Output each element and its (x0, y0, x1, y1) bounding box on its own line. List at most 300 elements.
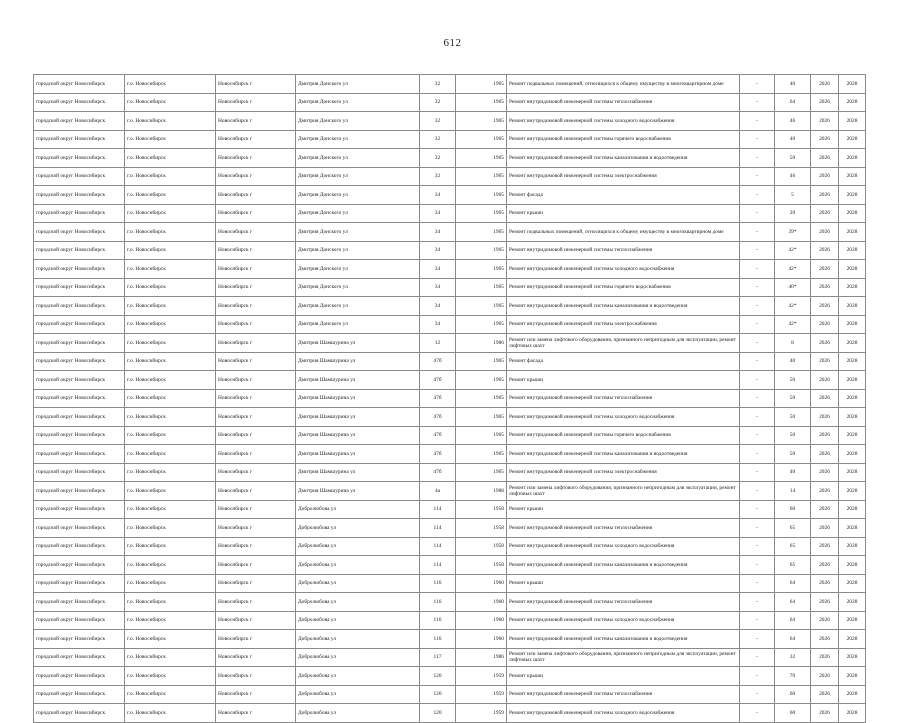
start-year-cell: 2026 (811, 223, 839, 242)
end-year-cell: 2028 (839, 93, 866, 112)
house-number-cell: 32 (420, 167, 456, 186)
table-row (34, 593, 866, 612)
house-number-cell: 47б (420, 445, 456, 464)
dash-cell: - (740, 204, 775, 223)
wear-percent-cell: 70 (775, 667, 811, 686)
wear-percent-cell: 65 (775, 519, 811, 538)
street-cell: Дмитрия Шамшурина ул (296, 482, 420, 501)
start-year-cell: 2026 (811, 241, 839, 260)
municipality-cell: городской округ Новосибирск (34, 426, 125, 445)
district-cell: г.о. Новосибирск (125, 426, 216, 445)
start-year-cell: 2026 (811, 519, 839, 538)
end-year-cell: 2028 (839, 112, 866, 131)
dash-cell: - (740, 537, 775, 556)
district-cell: г.о. Новосибирск (125, 537, 216, 556)
start-year-cell: 2026 (811, 389, 839, 408)
end-year-cell: 2028 (839, 574, 866, 593)
start-year-cell: 2026 (811, 408, 839, 427)
build-year-cell: 1958 (456, 519, 507, 538)
wear-percent-cell: 50 (775, 426, 811, 445)
street-cell: Дмитрия Донского ул (296, 315, 420, 334)
street-cell: Добролюбова ул (296, 519, 420, 538)
build-year-cell: 1965 (456, 371, 507, 390)
end-year-cell: 2028 (839, 204, 866, 223)
table-row (34, 278, 866, 297)
dash-cell: - (740, 611, 775, 630)
work-type-cell: Ремонт крыши (507, 574, 740, 593)
start-year-cell: 2026 (811, 297, 839, 316)
dash-cell: - (740, 223, 775, 242)
district-cell: г.о. Новосибирск (125, 149, 216, 168)
city-cell: Новосибирск г (216, 149, 296, 168)
street-cell: Дмитрия Донского ул (296, 260, 420, 279)
district-cell: г.о. Новосибирск (125, 556, 216, 575)
house-number-cell: 114 (420, 537, 456, 556)
municipality-cell: городской округ Новосибирск (34, 463, 125, 482)
start-year-cell: 2026 (811, 260, 839, 279)
wear-percent-cell: 60 (775, 500, 811, 519)
end-year-cell: 2028 (839, 223, 866, 242)
district-cell: г.о. Новосибирск (125, 186, 216, 205)
municipality-cell: городской округ Новосибирск (34, 112, 125, 131)
table-row (34, 408, 866, 427)
street-cell: Добролюбова ул (296, 648, 420, 667)
house-number-cell: 47б (420, 371, 456, 390)
wear-percent-cell: 42* (775, 260, 811, 279)
municipality-cell: городской округ Новосибирск (34, 204, 125, 223)
city-cell: Новосибирск г (216, 167, 296, 186)
municipality-cell: городской округ Новосибирск (34, 704, 125, 723)
street-cell: Дмитрия Донского ул (296, 112, 420, 131)
city-cell: Новосибирск г (216, 500, 296, 519)
wear-percent-cell: 5 (775, 186, 811, 205)
start-year-cell: 2026 (811, 278, 839, 297)
build-year-cell: 1965 (456, 445, 507, 464)
table-row (34, 630, 866, 649)
start-year-cell: 2026 (811, 685, 839, 704)
street-cell: Дмитрия Шамшурина ул (296, 445, 420, 464)
start-year-cell: 2026 (811, 186, 839, 205)
municipality-cell: городской округ Новосибирск (34, 593, 125, 612)
wear-percent-cell: 32 (775, 648, 811, 667)
dash-cell: - (740, 667, 775, 686)
build-year-cell: 1965 (456, 149, 507, 168)
build-year-cell: 1965 (456, 426, 507, 445)
build-year-cell: 1988 (456, 482, 507, 501)
work-type-cell: Ремонт внутридомовой инженерной системы горячего водоснабжения (507, 130, 740, 149)
house-number-cell: 116 (420, 574, 456, 593)
street-cell: Добролюбова ул (296, 537, 420, 556)
wear-percent-cell: 40* (775, 278, 811, 297)
dash-cell: - (740, 685, 775, 704)
municipality-cell: городской округ Новосибирск (34, 297, 125, 316)
start-year-cell: 2026 (811, 537, 839, 556)
wear-percent-cell: 42* (775, 241, 811, 260)
build-year-cell: 1965 (456, 75, 507, 94)
municipality-cell: городской округ Новосибирск (34, 278, 125, 297)
build-year-cell: 1986 (456, 334, 507, 353)
house-number-cell: 34 (420, 241, 456, 260)
table-row (34, 334, 866, 353)
house-number-cell: 12 (420, 334, 456, 353)
start-year-cell: 2026 (811, 482, 839, 501)
end-year-cell: 2028 (839, 667, 866, 686)
wear-percent-cell: 64 (775, 593, 811, 612)
build-year-cell: 1965 (456, 315, 507, 334)
city-cell: Новосибирск г (216, 648, 296, 667)
city-cell: Новосибирск г (216, 482, 296, 501)
wear-percent-cell: 60 (775, 704, 811, 723)
house-number-cell: 120 (420, 667, 456, 686)
dash-cell: - (740, 334, 775, 353)
end-year-cell: 2028 (839, 130, 866, 149)
work-type-cell: Ремонт внутридомовой инженерной системы теплоснабжения (507, 519, 740, 538)
house-number-cell: 32 (420, 93, 456, 112)
city-cell: Новосибирск г (216, 186, 296, 205)
end-year-cell: 2028 (839, 186, 866, 205)
wear-percent-cell: 65 (775, 537, 811, 556)
work-type-cell: Ремонт внутридомовой инженерной системы электроснабжения (507, 315, 740, 334)
end-year-cell: 2028 (839, 704, 866, 723)
municipality-cell: городской округ Новосибирск (34, 149, 125, 168)
house-number-cell: 120 (420, 704, 456, 723)
end-year-cell: 2028 (839, 445, 866, 464)
house-number-cell: 47б (420, 408, 456, 427)
dash-cell: - (740, 500, 775, 519)
work-type-cell: Ремонт внутридомовой инженерной системы электроснабжения (507, 167, 740, 186)
city-cell: Новосибирск г (216, 75, 296, 94)
wear-percent-cell: 50 (775, 371, 811, 390)
dash-cell: - (740, 186, 775, 205)
district-cell: г.о. Новосибирск (125, 278, 216, 297)
municipality-cell: городской округ Новосибирск (34, 130, 125, 149)
street-cell: Дмитрия Шамшурина ул (296, 371, 420, 390)
district-cell: г.о. Новосибирск (125, 371, 216, 390)
table-row (34, 389, 866, 408)
start-year-cell: 2026 (811, 315, 839, 334)
house-number-cell: 34 (420, 297, 456, 316)
work-type-cell: Ремонт внутридомовой инженерной системы канализования и водоотведения (507, 630, 740, 649)
dash-cell: - (740, 149, 775, 168)
city-cell: Новосибирск г (216, 445, 296, 464)
end-year-cell: 2028 (839, 334, 866, 353)
dash-cell: - (740, 408, 775, 427)
house-number-cell: 34 (420, 186, 456, 205)
work-type-cell: Ремонт крыши (507, 204, 740, 223)
work-type-cell: Ремонт внутридомовой инженерной системы теплоснабжения (507, 593, 740, 612)
build-year-cell: 1958 (456, 537, 507, 556)
house-number-cell: 32 (420, 149, 456, 168)
city-cell: Новосибирск г (216, 667, 296, 686)
work-type-cell: Ремонт внутридомовой инженерной системы электроснабжения (507, 463, 740, 482)
district-cell: г.о. Новосибирск (125, 334, 216, 353)
municipality-cell: городской округ Новосибирск (34, 241, 125, 260)
repair-schedule-table (33, 74, 866, 723)
start-year-cell: 2026 (811, 463, 839, 482)
build-year-cell: 1965 (456, 297, 507, 316)
house-number-cell: 114 (420, 500, 456, 519)
build-year-cell: 1965 (456, 260, 507, 279)
wear-percent-cell: 42* (775, 297, 811, 316)
house-number-cell: 32 (420, 130, 456, 149)
wear-percent-cell: 46 (775, 112, 811, 131)
municipality-cell: городской округ Новосибирск (34, 389, 125, 408)
municipality-cell: городской округ Новосибирск (34, 482, 125, 501)
city-cell: Новосибирск г (216, 611, 296, 630)
build-year-cell: 1965 (456, 112, 507, 131)
district-cell: г.о. Новосибирск (125, 500, 216, 519)
build-year-cell: 1965 (456, 167, 507, 186)
dash-cell: - (740, 93, 775, 112)
wear-percent-cell: 40 (775, 75, 811, 94)
build-year-cell: 1965 (456, 204, 507, 223)
district-cell: г.о. Новосибирск (125, 93, 216, 112)
table-row (34, 426, 866, 445)
build-year-cell: 1965 (456, 352, 507, 371)
wear-percent-cell: 40 (775, 352, 811, 371)
build-year-cell: 1960 (456, 574, 507, 593)
municipality-cell: городской округ Новосибирск (34, 408, 125, 427)
start-year-cell: 2026 (811, 130, 839, 149)
wear-percent-cell: 42* (775, 315, 811, 334)
build-year-cell: 1959 (456, 667, 507, 686)
municipality-cell: городской округ Новосибирск (34, 260, 125, 279)
table-row (34, 519, 866, 538)
end-year-cell: 2028 (839, 167, 866, 186)
end-year-cell: 2028 (839, 556, 866, 575)
end-year-cell: 2028 (839, 482, 866, 501)
district-cell: г.о. Новосибирск (125, 112, 216, 131)
work-type-cell: Ремонт подвальных помещений, относящихся к общему имуществу в многоквартирном доме (507, 223, 740, 242)
district-cell: г.о. Новосибирск (125, 389, 216, 408)
district-cell: г.о. Новосибирск (125, 167, 216, 186)
build-year-cell: 1965 (456, 389, 507, 408)
build-year-cell: 1986 (456, 648, 507, 667)
end-year-cell: 2028 (839, 426, 866, 445)
municipality-cell: городской округ Новосибирск (34, 445, 125, 464)
wear-percent-cell: 40 (775, 130, 811, 149)
district-cell: г.о. Новосибирск (125, 75, 216, 94)
start-year-cell: 2026 (811, 204, 839, 223)
end-year-cell: 2028 (839, 241, 866, 260)
table-row (34, 352, 866, 371)
wear-percent-cell: 60 (775, 685, 811, 704)
district-cell: г.о. Новосибирск (125, 408, 216, 427)
municipality-cell: городской округ Новосибирск (34, 574, 125, 593)
district-cell: г.о. Новосибирск (125, 593, 216, 612)
start-year-cell: 2026 (811, 75, 839, 94)
municipality-cell: городской округ Новосибирск (34, 667, 125, 686)
street-cell: Добролюбова ул (296, 574, 420, 593)
street-cell: Дмитрия Донского ул (296, 223, 420, 242)
dash-cell: - (740, 389, 775, 408)
city-cell: Новосибирск г (216, 389, 296, 408)
build-year-cell: 1965 (456, 278, 507, 297)
end-year-cell: 2028 (839, 260, 866, 279)
city-cell: Новосибирск г (216, 334, 296, 353)
street-cell: Добролюбова ул (296, 704, 420, 723)
city-cell: Новосибирск г (216, 297, 296, 316)
street-cell: Дмитрия Шамшурина ул (296, 463, 420, 482)
city-cell: Новосибирск г (216, 260, 296, 279)
wear-percent-cell: 64 (775, 611, 811, 630)
build-year-cell: 1960 (456, 593, 507, 612)
street-cell: Добролюбова ул (296, 593, 420, 612)
house-number-cell: 47б (420, 352, 456, 371)
table-row (34, 537, 866, 556)
house-number-cell: 47б (420, 426, 456, 445)
municipality-cell: городской округ Новосибирск (34, 167, 125, 186)
house-number-cell: 116 (420, 630, 456, 649)
city-cell: Новосибирск г (216, 371, 296, 390)
work-type-cell: Ремонт или замена лифтового оборудования, признанного непригодным для эксплуатации, ремонт лифтовых шахт (507, 648, 740, 667)
dash-cell: - (740, 112, 775, 131)
district-cell: г.о. Новосибирск (125, 297, 216, 316)
dash-cell: - (740, 241, 775, 260)
house-number-cell: 32 (420, 112, 456, 131)
end-year-cell: 2028 (839, 149, 866, 168)
municipality-cell: городской округ Новосибирск (34, 371, 125, 390)
street-cell: Дмитрия Донского ул (296, 297, 420, 316)
table-row (34, 186, 866, 205)
city-cell: Новосибирск г (216, 278, 296, 297)
table-row (34, 648, 866, 667)
end-year-cell: 2028 (839, 537, 866, 556)
city-cell: Новосибирск г (216, 537, 296, 556)
start-year-cell: 2026 (811, 611, 839, 630)
build-year-cell: 1959 (456, 704, 507, 723)
district-cell: г.о. Новосибирск (125, 574, 216, 593)
street-cell: Дмитрия Донского ул (296, 75, 420, 94)
build-year-cell: 1965 (456, 408, 507, 427)
table-row (34, 204, 866, 223)
dash-cell: - (740, 482, 775, 501)
city-cell: Новосибирск г (216, 426, 296, 445)
wear-percent-cell: 64 (775, 574, 811, 593)
end-year-cell: 2028 (839, 371, 866, 390)
house-number-cell: 34 (420, 260, 456, 279)
municipality-cell: городской округ Новосибирск (34, 556, 125, 575)
build-year-cell: 1965 (456, 223, 507, 242)
work-type-cell: Ремонт или замена лифтового оборудования, признанного непригодным для эксплуатации, ремонт лифтовых шахт (507, 334, 740, 353)
house-number-cell: 114 (420, 556, 456, 575)
end-year-cell: 2028 (839, 500, 866, 519)
table-row (34, 463, 866, 482)
district-cell: г.о. Новосибирск (125, 315, 216, 334)
street-cell: Дмитрия Донского ул (296, 149, 420, 168)
table-row (34, 667, 866, 686)
street-cell: Дмитрия Донского ул (296, 278, 420, 297)
dash-cell: - (740, 593, 775, 612)
district-cell: г.о. Новосибирск (125, 204, 216, 223)
work-type-cell: Ремонт внутридомовой инженерной системы теплоснабжения (507, 241, 740, 260)
municipality-cell: городской округ Новосибирск (34, 648, 125, 667)
municipality-cell: городской округ Новосибирск (34, 186, 125, 205)
city-cell: Новосибирск г (216, 593, 296, 612)
house-number-cell: 117 (420, 648, 456, 667)
start-year-cell: 2026 (811, 445, 839, 464)
end-year-cell: 2028 (839, 297, 866, 316)
district-cell: г.о. Новосибирск (125, 482, 216, 501)
wear-percent-cell: 64 (775, 630, 811, 649)
house-number-cell: 34 (420, 204, 456, 223)
table-row (34, 556, 866, 575)
street-cell: Добролюбова ул (296, 556, 420, 575)
build-year-cell: 1960 (456, 630, 507, 649)
table-row (34, 574, 866, 593)
start-year-cell: 2026 (811, 352, 839, 371)
work-type-cell: Ремонт внутридомовой инженерной системы холодного водоснабжения (507, 537, 740, 556)
municipality-cell: городской округ Новосибирск (34, 611, 125, 630)
work-type-cell: Ремонт внутридомовой инженерной системы канализования и водоотведения (507, 149, 740, 168)
start-year-cell: 2026 (811, 371, 839, 390)
table-row (34, 75, 866, 94)
dash-cell: - (740, 574, 775, 593)
house-number-cell: 47б (420, 389, 456, 408)
district-cell: г.о. Новосибирск (125, 130, 216, 149)
district-cell: г.о. Новосибирск (125, 463, 216, 482)
house-number-cell: 47б (420, 463, 456, 482)
page-number: 612 (443, 37, 462, 49)
start-year-cell: 2026 (811, 334, 839, 353)
city-cell: Новосибирск г (216, 704, 296, 723)
dash-cell: - (740, 630, 775, 649)
end-year-cell: 2028 (839, 315, 866, 334)
wear-percent-cell: 50 (775, 408, 811, 427)
wear-percent-cell: 8 (775, 334, 811, 353)
table-row (34, 149, 866, 168)
work-type-cell: Ремонт внутридомовой инженерной системы канализования и водоотведения (507, 556, 740, 575)
end-year-cell: 2028 (839, 75, 866, 94)
build-year-cell: 1960 (456, 611, 507, 630)
house-number-cell: 120 (420, 685, 456, 704)
district-cell: г.о. Новосибирск (125, 352, 216, 371)
city-cell: Новосибирск г (216, 130, 296, 149)
work-type-cell: Ремонт внутридомовой инженерной системы канализования и водоотведения (507, 297, 740, 316)
city-cell: Новосибирск г (216, 241, 296, 260)
city-cell: Новосибирск г (216, 574, 296, 593)
build-year-cell: 1965 (456, 463, 507, 482)
district-cell: г.о. Новосибирск (125, 630, 216, 649)
municipality-cell: городской округ Новосибирск (34, 630, 125, 649)
end-year-cell: 2028 (839, 463, 866, 482)
dash-cell: - (740, 371, 775, 390)
wear-percent-cell: 40 (775, 463, 811, 482)
street-cell: Дмитрия Шамшурина ул (296, 352, 420, 371)
build-year-cell: 1958 (456, 500, 507, 519)
table-row (34, 482, 866, 501)
house-number-cell: 34 (420, 315, 456, 334)
work-type-cell: Ремонт крыши (507, 667, 740, 686)
street-cell: Дмитрия Донского ул (296, 186, 420, 205)
dash-cell: - (740, 352, 775, 371)
table-row (34, 445, 866, 464)
work-type-cell: Ремонт внутридомовой инженерной системы холодного водоснабжения (507, 704, 740, 723)
house-number-cell: 34 (420, 278, 456, 297)
dash-cell: - (740, 463, 775, 482)
street-cell: Дмитрия Донского ул (296, 241, 420, 260)
start-year-cell: 2026 (811, 112, 839, 131)
street-cell: Добролюбова ул (296, 611, 420, 630)
work-type-cell: Ремонт внутридомовой инженерной системы холодного водоснабжения (507, 408, 740, 427)
municipality-cell: городской округ Новосибирск (34, 75, 125, 94)
start-year-cell: 2026 (811, 574, 839, 593)
build-year-cell: 1958 (456, 556, 507, 575)
work-type-cell: Ремонт фасада (507, 352, 740, 371)
dash-cell: - (740, 130, 775, 149)
street-cell: Дмитрия Донского ул (296, 204, 420, 223)
end-year-cell: 2028 (839, 519, 866, 538)
